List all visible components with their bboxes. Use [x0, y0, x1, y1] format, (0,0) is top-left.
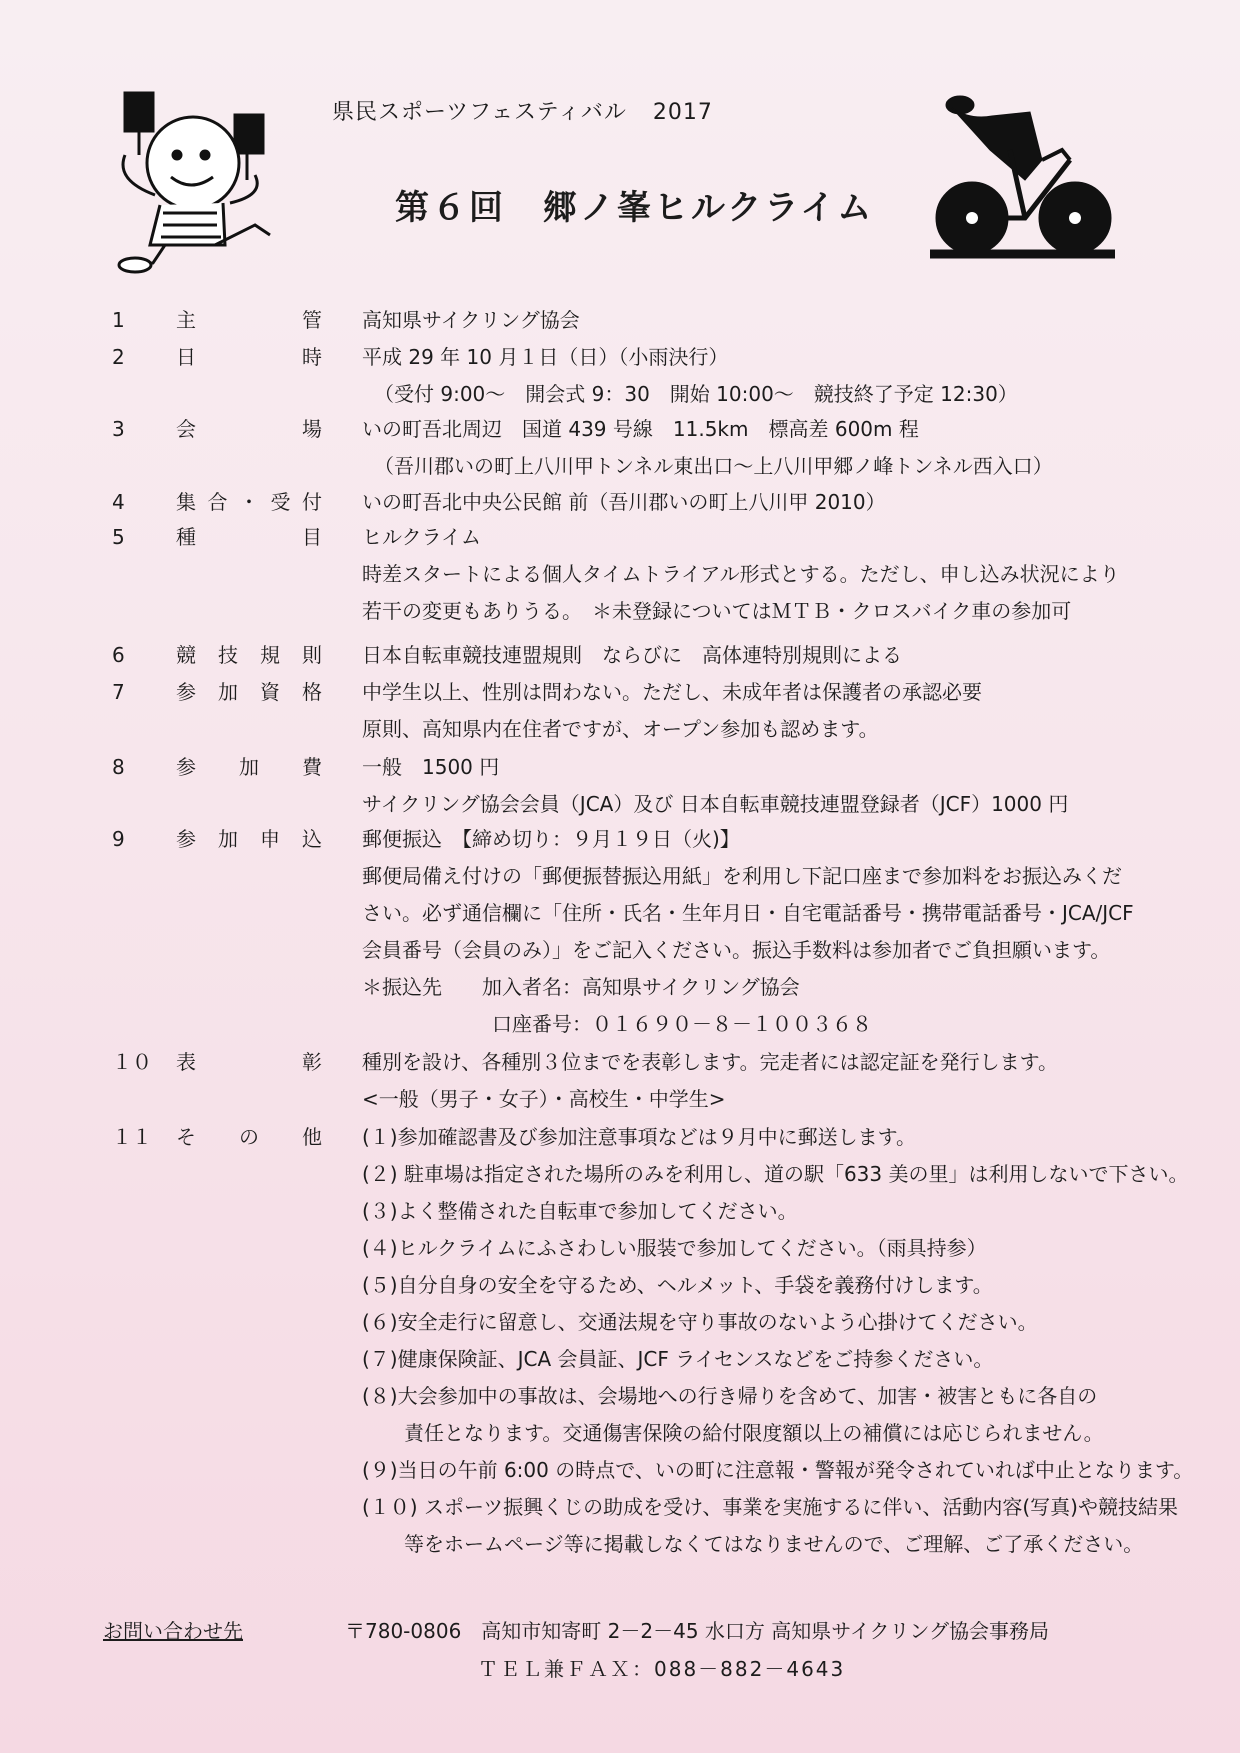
- section-text: 会員番号（会員のみ）」をご記入ください。振込手数料は参加者でご負担願います。: [362, 938, 1111, 962]
- section-label-char: の: [239, 1125, 259, 1149]
- section-text: (８)大会参加中の事故は、会場地への行き帰りを含めて、加害・被害ともに各自の: [362, 1384, 1098, 1408]
- section-row: [0, 377, 1240, 411]
- section-text: 平成 29 年 10 月１日（日）（小雨決行）: [362, 345, 729, 369]
- page-title: 第６回 郷ノ峯ヒルクライム: [395, 188, 875, 228]
- section-row: [0, 303, 1240, 337]
- section-text: サイクリング協会会員（JCA）及び 日本自転車競技連盟登録者（JCF）1000 円: [362, 792, 1069, 816]
- section-label-char: 技: [218, 643, 238, 667]
- section-label: [176, 750, 322, 784]
- section-row: [0, 675, 1240, 709]
- section-label: [176, 822, 322, 856]
- section-text: 郵便振込 【締め切り：９月１９日（火)】: [362, 827, 740, 851]
- section-row: [0, 1082, 1240, 1116]
- section-row: [0, 970, 1240, 1004]
- section-text: (４)ヒルクライムにふさわしい服装で参加してください。（雨具持参）: [362, 1236, 987, 1260]
- section-row: [0, 712, 1240, 746]
- section-label-char: ・: [239, 490, 259, 514]
- section-number: 9: [112, 827, 125, 851]
- section-text: (１０) スポーツ振興くじの助成を受け、事業を実施するに伴い、活動内容(写真)や競技結果: [362, 1495, 1178, 1519]
- section-text: いの町吾北中央公民館 前（吾川郡いの町上八川甲 2010）: [362, 490, 886, 514]
- section-text: 種別を設け、各種別３位までを表彰します。完走者には認定証を発行します。: [362, 1050, 1058, 1074]
- section-label-char: 加: [218, 827, 238, 851]
- section-label-char: 参: [176, 827, 196, 851]
- section-row: [0, 1007, 1240, 1041]
- section-row: [0, 1120, 1240, 1154]
- section-row: [0, 638, 1240, 672]
- section-label-char: 加: [218, 680, 238, 704]
- section-row: [0, 933, 1240, 967]
- section-label-char: 受: [270, 490, 291, 514]
- section-row: [0, 1342, 1240, 1376]
- section-label-char: 格: [302, 680, 322, 704]
- section-label-char: 他: [302, 1125, 322, 1149]
- section-text: （受付 9:00～ 開会式 9：30 開始 10:00～ 競技終了予定 12:30）: [374, 382, 1018, 406]
- section-label-char: 込: [302, 827, 322, 851]
- section-label-char: 彰: [302, 1050, 322, 1074]
- section-label-char: そ: [176, 1125, 196, 1149]
- section-text: 口座番号：０１６９０－８－１００３６８: [492, 1012, 872, 1036]
- section-number: 6: [112, 643, 125, 667]
- section-text: 日本自転車競技連盟規則 ならびに 高体連特別規則による: [362, 643, 902, 667]
- section-text: (３)よく整備された自転車で参加してください。: [362, 1199, 798, 1223]
- section-label-char: 会: [176, 417, 196, 441]
- section-label: [176, 1045, 322, 1079]
- section-label: [176, 638, 322, 672]
- section-label: [176, 485, 322, 519]
- section-label-char: 則: [302, 643, 322, 667]
- section-label-char: 目: [302, 525, 322, 549]
- section-row: [0, 1194, 1240, 1228]
- section-text: 若干の変更もありうる。 ＊未登録についてはＭＴＢ・クロスバイク車の参加可: [362, 599, 1072, 623]
- section-row: [0, 557, 1240, 591]
- section-label-char: 申: [260, 827, 280, 851]
- section-label-char: 規: [260, 643, 280, 667]
- section-row: [0, 1490, 1240, 1524]
- section-text: 責任となります。交通傷害保険の給付限度額以上の補償には応じられません。: [404, 1421, 1104, 1445]
- section-label-char: 表: [176, 1050, 196, 1074]
- section-row: [0, 1527, 1240, 1561]
- section-number: 3: [112, 417, 125, 441]
- section-text: いの町吾北周辺 国道 439 号線 11.5km 標高差 600m 程: [362, 417, 919, 441]
- section-text: （吾川郡いの町上八川甲トンネル東出口～上八川甲郷ノ峰トンネル西入口）: [374, 454, 1053, 478]
- section-number: 1: [112, 308, 125, 332]
- section-text: ＊振込先 加入者名：高知県サイクリング協会: [362, 975, 800, 999]
- section-text: ヒルクライム: [362, 525, 481, 549]
- section-row: [0, 896, 1240, 930]
- section-text: 一般 1500 円: [362, 755, 500, 779]
- section-label: [176, 1120, 322, 1154]
- section-text: さい。必ず通信欄に「住所・氏名・生年月日・自宅電話番号・携帯電話番号・JCA/JCF: [362, 901, 1134, 925]
- section-number: 2: [112, 345, 125, 369]
- section-number: 5: [112, 525, 125, 549]
- section-row: [0, 449, 1240, 483]
- section-label-char: 集: [176, 490, 196, 514]
- contact-tel: ＴＥＬ兼ＦＡＸ：088－882－4643: [478, 1657, 846, 1681]
- section-row: [0, 1379, 1240, 1413]
- section-row: [0, 1268, 1240, 1302]
- section-row: [0, 340, 1240, 374]
- section-label-char: 競: [176, 643, 196, 667]
- festival-name: 県民スポーツフェスティバル: [332, 100, 627, 125]
- section-text: <一般（男子・女子）・高校生・中学生>: [362, 1087, 726, 1111]
- section-row: [0, 412, 1240, 446]
- section-row: [0, 594, 1240, 628]
- section-text: (２) 駐車場は指定された場所のみを利用し、道の駅「633 美の里」は利用しないで下さい。: [362, 1162, 1189, 1186]
- section-number: 7: [112, 680, 125, 704]
- section-row: [0, 485, 1240, 519]
- section-text: 中学生以上、性別は問わない。ただし、未成年者は保護者の承認必要: [362, 680, 982, 704]
- section-label-char: 付: [302, 490, 322, 514]
- section-row: [0, 1045, 1240, 1079]
- section-text: (９)当日の午前 6:00 の時点で、いの町に注意報・警報が発令されていれば中止となります。: [362, 1458, 1194, 1482]
- section-number: 4: [112, 490, 125, 514]
- section-number: １０: [112, 1050, 152, 1074]
- section-row: [0, 1453, 1240, 1487]
- section-text: 高知県サイクリング協会: [362, 308, 580, 332]
- section-label: [176, 412, 322, 446]
- section-row: [0, 859, 1240, 893]
- section-label-char: 管: [302, 308, 322, 332]
- section-label: [176, 303, 322, 337]
- section-number: 8: [112, 755, 125, 779]
- section-label-char: 種: [176, 525, 196, 549]
- section-text: 原則、高知県内在住者ですが、オープン参加も認めます。: [362, 717, 879, 741]
- section-label: [176, 520, 322, 554]
- section-text: (１)参加確認書及び参加注意事項などは９月中に郵送します。: [362, 1125, 917, 1149]
- section-label-char: 主: [176, 308, 196, 332]
- section-text: (７)健康保険証、JCA 会員証、JCF ライセンスなどをご持参ください。: [362, 1347, 994, 1371]
- contact-address: 〒780-0806 高知市知寄町 2－2－45 水口方 高知県サイクリング協会事務局: [345, 1619, 1050, 1643]
- section-text: (６)安全走行に留意し、交通法規を守り事故のないよう心掛けてください。: [362, 1310, 1038, 1334]
- section-row: [0, 520, 1240, 554]
- section-row: [0, 1305, 1240, 1339]
- section-row: [0, 822, 1240, 856]
- section-label: [176, 340, 322, 374]
- section-label-char: 資: [260, 680, 280, 704]
- section-row: [0, 787, 1240, 821]
- section-label-char: 日: [176, 345, 196, 369]
- section-label-char: 加: [239, 755, 259, 779]
- section-number: １１: [112, 1125, 152, 1149]
- section-text: 郵便局備え付けの「郵便振替振込用紙」を利用し下記口座まで参加料をお振込みくだ: [362, 864, 1122, 888]
- section-label-char: 参: [176, 755, 196, 779]
- section-text: 時差スタートによる個人タイムトライアル形式とする。ただし、申し込み状況により: [362, 562, 1120, 586]
- section-row: [0, 750, 1240, 784]
- section-text: 等をホームページ等に掲載しなくてはなりませんので、ご理解、ご了承ください。: [404, 1532, 1144, 1556]
- festival-year: 2017: [652, 100, 713, 125]
- section-label-char: 合: [207, 490, 228, 514]
- section-row: [0, 1157, 1240, 1191]
- section-row: [0, 1416, 1240, 1450]
- section-label-char: 費: [302, 755, 322, 779]
- section-row: [0, 1231, 1240, 1265]
- section-text: (５)自分自身の安全を守るため、ヘルメット、手袋を義務付けします。: [362, 1273, 993, 1297]
- section-label: [176, 675, 322, 709]
- section-label-char: 場: [302, 417, 322, 441]
- section-label-char: 参: [176, 680, 196, 704]
- section-label-char: 時: [302, 345, 322, 369]
- contact-label: お問い合わせ先: [103, 1619, 243, 1643]
